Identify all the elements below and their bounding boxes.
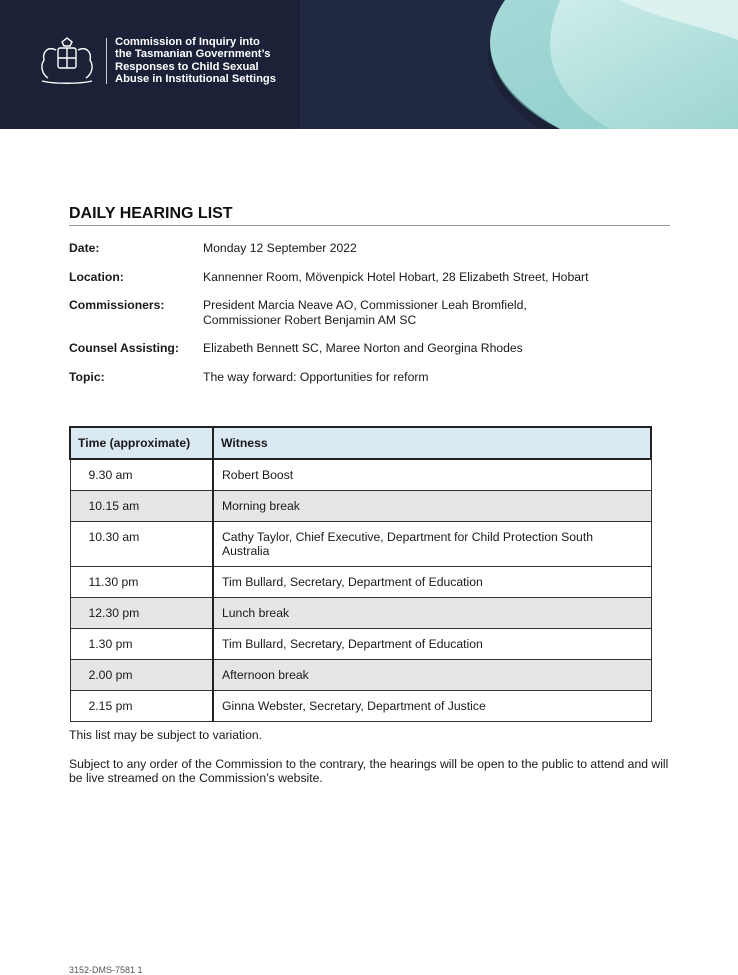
witness-cell: Robert Boost	[213, 459, 651, 491]
column-header-witness: Witness	[213, 427, 651, 459]
commission-name	[115, 36, 315, 86]
witness-cell: Ginna Webster, Secretary, Department of Justice	[213, 691, 651, 722]
variation-note: This list may be subject to variation.	[69, 728, 263, 742]
info-label: Commissioners:	[69, 298, 165, 312]
time-cell: 11.30 pm	[70, 567, 213, 598]
public-access-note: Subject to any order of the Commission to the contrary, the hearings will be open to the public to attend and will be live streamed on the Commission’s website.	[69, 757, 669, 785]
banner-divider	[106, 38, 107, 84]
commission-name-line: Abuse in Institutional Settings	[115, 73, 276, 86]
info-value: Monday 12 September 2022	[203, 241, 357, 255]
info-value: The way forward: Opportunities for reform	[203, 370, 429, 384]
table-row	[70, 567, 651, 598]
commission-name-line: Responses to Child Sexual	[115, 60, 259, 73]
table-header-row	[70, 427, 651, 459]
table-row	[70, 459, 651, 491]
witness-cell: Tim Bullard, Secretary, Department of Education	[213, 629, 651, 660]
witness-cell: Afternoon break	[213, 660, 651, 691]
info-label: Topic:	[69, 370, 105, 384]
hearing-schedule-table	[69, 426, 652, 722]
table-row	[70, 691, 651, 722]
time-cell: 2.15 pm	[70, 691, 213, 722]
table-row	[70, 598, 651, 629]
coat-of-arms-icon	[34, 36, 100, 86]
table-row	[70, 660, 651, 691]
info-label: Counsel Assisting:	[69, 341, 179, 355]
info-value: Elizabeth Bennett SC, Maree Norton and Georgina Rhodes	[203, 341, 523, 355]
witness-cell: Morning break	[213, 491, 651, 522]
commission-name-line: Commission of Inquiry into	[115, 36, 260, 48]
info-label: Date:	[69, 241, 100, 255]
time-cell: 1.30 pm	[70, 629, 213, 660]
info-value: Kannenner Room, Mövenpick Hotel Hobart, 28 Elizabeth Street, Hobart	[203, 270, 589, 284]
witness-cell: Tim Bullard, Secretary, Department of Education	[213, 567, 651, 598]
time-cell: 2.00 pm	[70, 660, 213, 691]
time-cell: 10.15 am	[70, 491, 213, 522]
page-title: DAILY HEARING LIST	[69, 205, 670, 226]
witness-cell: Cathy Taylor, Chief Executive, Department for Child Protection South Australia	[213, 522, 651, 567]
info-value: President Marcia Neave AO, Commissioner Leah Bromfield, Commissioner Robert Benjamin AM SC	[203, 298, 527, 327]
table-row	[70, 522, 651, 567]
banner-wave-graphic	[0, 0, 738, 129]
time-cell: 9.30 am	[70, 459, 213, 491]
witness-cell: Lunch break	[213, 598, 651, 629]
column-header-time: Time (approximate)	[70, 427, 213, 459]
info-label: Location:	[69, 270, 124, 284]
table-row	[70, 491, 651, 522]
header-banner	[0, 0, 738, 129]
time-cell: 10.30 am	[70, 522, 213, 567]
table-row	[70, 629, 651, 660]
time-cell: 12.30 pm	[70, 598, 213, 629]
document-reference: 3152-DMS-7581 1	[69, 965, 143, 975]
commission-name-line: the Tasmanian Government’s	[115, 48, 271, 61]
